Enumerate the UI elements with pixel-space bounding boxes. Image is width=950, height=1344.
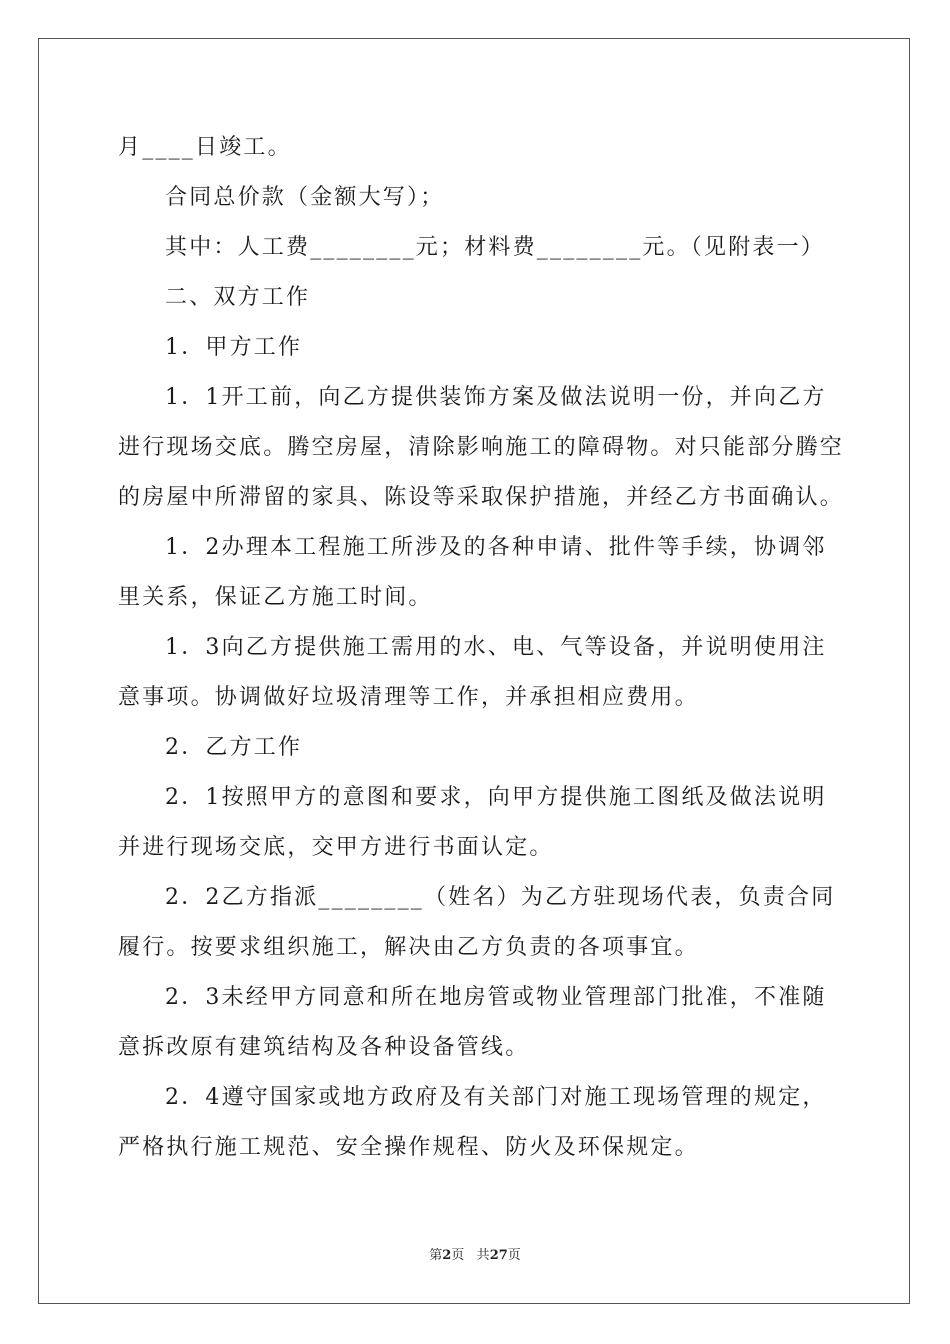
text-line: 严格执行施工规范、安全操作规程、防火及环保规定。 xyxy=(118,1135,699,1160)
text-line: 合同总价款（金额大写）； xyxy=(165,185,445,210)
total-prefix: 共 xyxy=(476,1248,490,1263)
text-line: 1．1开工前，向乙方提供装饰方案及做法说明一份，并向乙方 xyxy=(165,385,827,410)
total-suffix: 页 xyxy=(507,1248,521,1263)
text-line: 2．3未经甲方同意和所在地房管或物业管理部门批准，不准随 xyxy=(165,985,827,1010)
text-line: 2．1按照甲方的意图和要求，向甲方提供施工图纸及做法说明 xyxy=(165,785,827,810)
text-line: 2．2乙方指派________（姓名）为乙方驻现场代表，负责合同 xyxy=(165,885,836,910)
text-line: 意事项。协调做好垃圾清理等工作，并承担相应费用。 xyxy=(118,685,699,710)
text-line: 的房屋中所滞留的家具、陈设等采取保护措施，并经乙方书面确认。 xyxy=(118,485,845,510)
page-footer xyxy=(0,1247,950,1265)
total-pages: 27 xyxy=(489,1248,508,1263)
text-line: 其中：人工费________元；材料费________元。（见附表一） xyxy=(165,235,826,260)
section-heading: 二、双方工作 xyxy=(165,285,311,310)
text-line: 1．2办理本工程施工所涉及的各种申请、批件等手续，协调邻 xyxy=(165,535,827,560)
page-border xyxy=(38,38,910,1304)
subsection-heading: 2．乙方工作 xyxy=(165,735,303,760)
text-line: 并进行现场交底，交甲方进行书面认定。 xyxy=(118,835,554,860)
page-prefix: 第 xyxy=(429,1248,443,1263)
text-line: 1．3向乙方提供施工需用的水、电、气等设备，并说明使用注 xyxy=(165,635,827,660)
text-line: 2．4遵守国家或地方政府及有关部门对施工现场管理的规定， xyxy=(165,1085,827,1110)
subsection-heading: 1．甲方工作 xyxy=(165,335,303,360)
text-line: 意拆改原有建筑结构及各种设备管线。 xyxy=(118,1035,530,1060)
text-line: 进行现场交底。腾空房屋，清除影响施工的障碍物。对只能部分腾空 xyxy=(118,435,845,460)
text-line: 里关系，保证乙方施工时间。 xyxy=(118,585,433,610)
page-suffix: 页 xyxy=(451,1248,465,1263)
page-number: 2 xyxy=(442,1248,452,1263)
text-line: 履行。按要求组织施工，解决由乙方负责的各项事宜。 xyxy=(118,935,699,960)
text-line: 月____日竣工。 xyxy=(118,135,292,160)
